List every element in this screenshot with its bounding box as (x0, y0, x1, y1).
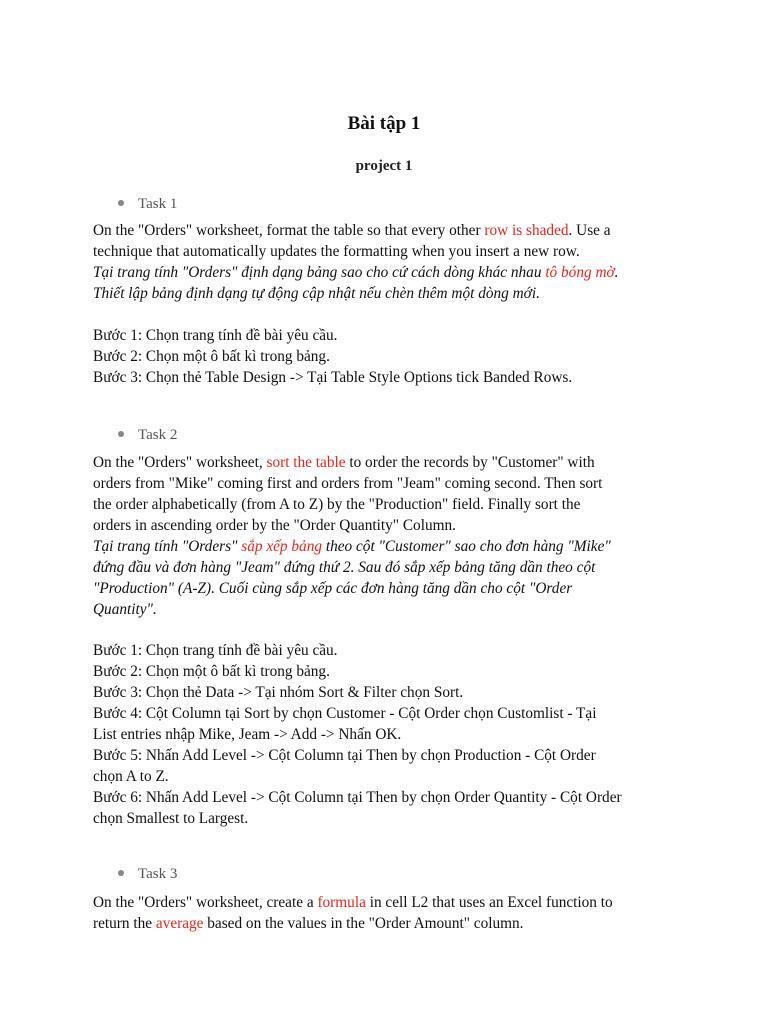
step-line: Bước 6: Nhấn Add Level -> Cột Column tại Then by chọn Order Quantity - Cột Order (93, 789, 622, 806)
paragraph-line: On the "Orders" worksheet, sort the table to order the records by "Customer" with (93, 454, 595, 471)
task-3-description (93, 892, 683, 934)
task-1-steps (93, 325, 683, 388)
paragraph-line: "Production" (A-Z). Cuối cùng sắp xếp các đơn hàng tăng dần cho cột "Order (93, 580, 573, 597)
step-line: Bước 5: Nhấn Add Level -> Cột Column tại Then by chọn Production - Cột Order (93, 747, 596, 764)
task-1-heading (118, 196, 177, 213)
paragraph-line: Thiết lập bảng định dạng tự động cập nhật nếu chèn thêm một dòng mới. (93, 285, 540, 302)
task-2-description (93, 452, 683, 620)
paragraph-line: On the "Orders" worksheet, format the table so that every other row is shaded. Use a (93, 222, 611, 239)
step-line: Bước 2: Chọn một ô bất kì trong bảng. (93, 348, 330, 365)
paragraph-line: Quantity". (93, 601, 157, 618)
step-line: List entries nhập Mike, Jeam -> Add -> Nhấn OK. (93, 726, 402, 743)
document-title: Bài tập 1 (347, 113, 421, 134)
task-label: Task 2 (138, 427, 178, 443)
paragraph-line: technique that automatically updates the formatting when you insert a new row. (93, 243, 580, 260)
step-line: Bước 3: Chọn thẻ Table Design -> Tại Table Style Options tick Banded Rows. (93, 369, 573, 386)
paragraph-line: orders from "Mike" coming first and orders from "Jeam" coming second. Then sort (93, 475, 603, 492)
bullet-icon (118, 431, 124, 437)
step-line: Bước 4: Cột Column tại Sort by chọn Customer - Cột Order chọn Customlist - Tại (93, 705, 597, 722)
paragraph-line: Tại trang tính "Orders" định dạng bảng sao cho cứ cách dòng khác nhau tô bóng mờ. (93, 264, 619, 281)
step-line: Bước 2: Chọn một ô bất kì trong bảng. (93, 663, 330, 680)
paragraph-line: the order alphabetically (from A to Z) by the "Production" field. Finally sort the (93, 496, 581, 513)
bullet-icon (118, 200, 124, 206)
task-label: Task 1 (138, 196, 178, 212)
step-line: Bước 3: Chọn thẻ Data -> Tại nhóm Sort & Filter chọn Sort. (93, 684, 464, 701)
task-2-heading (118, 427, 177, 444)
task-2-steps (93, 640, 683, 829)
paragraph-line: On the "Orders" worksheet, create a formula in cell L2 that uses an Excel function to (93, 894, 613, 911)
task-label: Task 3 (138, 866, 178, 882)
paragraph-line: Tại trang tính "Orders" sắp xếp bảng theo cột "Customer" sao cho đơn hàng "Mike" (93, 538, 611, 555)
step-line: chọn A to Z. (93, 768, 169, 785)
document-subtitle: project 1 (355, 158, 413, 174)
paragraph-line: return the average based on the values in the "Order Amount" column. (93, 915, 524, 932)
paragraph-line: đứng đầu và đơn hàng "Jeam" đứng thứ 2. Sau đó sắp xếp bảng tăng dần theo cột (93, 559, 596, 576)
step-line: Bước 1: Chọn trang tính đề bài yêu cầu. (93, 327, 338, 344)
task-3-heading (118, 866, 177, 883)
paragraph-line: orders in ascending order by the "Order Quantity" Column. (93, 517, 456, 534)
step-line: chọn Smallest to Largest. (93, 810, 249, 827)
task-1-description (93, 220, 683, 304)
bullet-icon (118, 870, 124, 876)
step-line: Bước 1: Chọn trang tính đề bài yêu cầu. (93, 642, 338, 659)
